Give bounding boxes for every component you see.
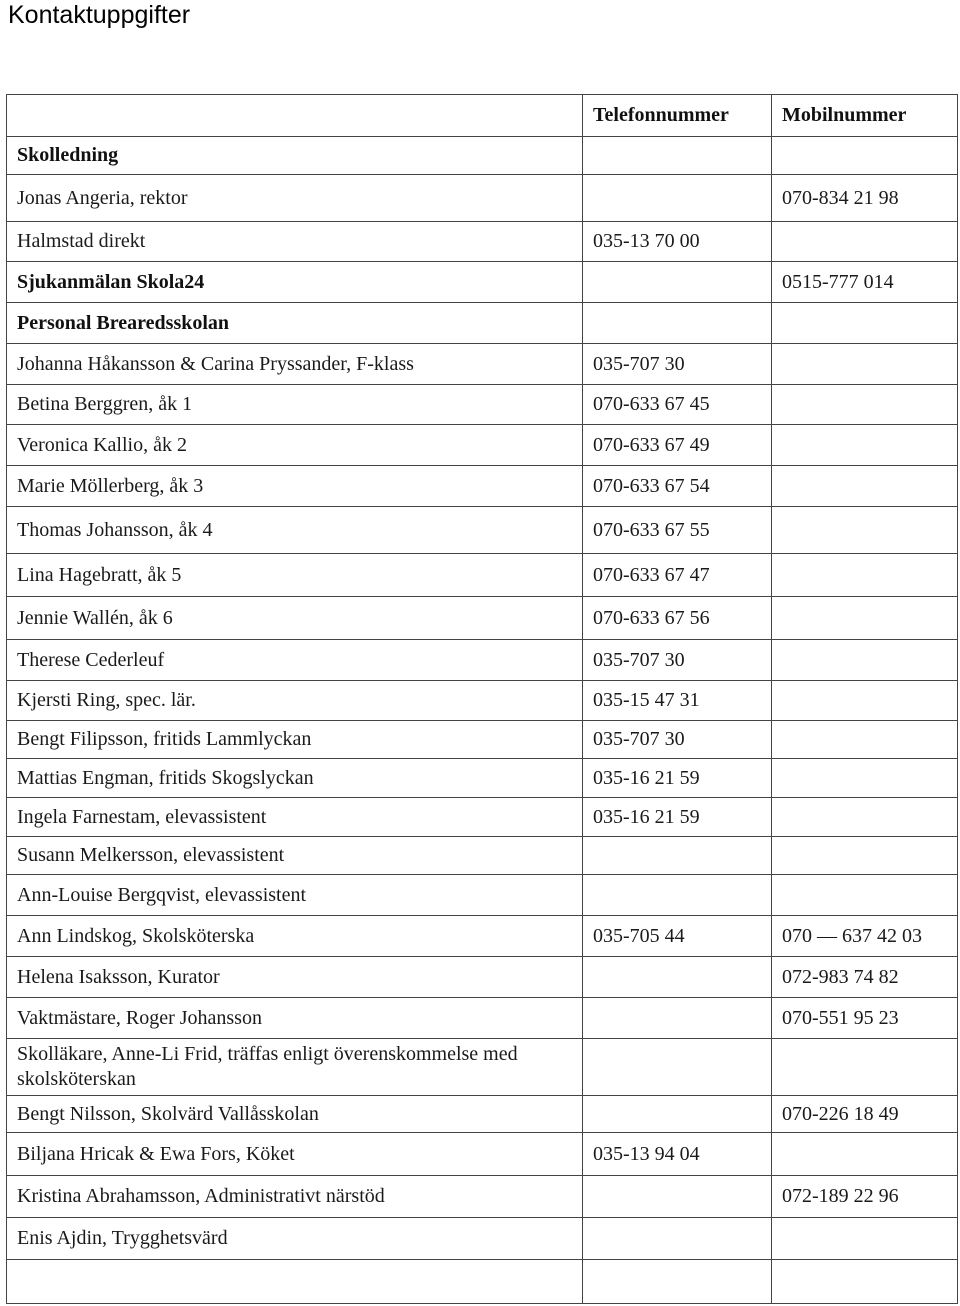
- phone-number-cell: 070-633 67 54: [583, 466, 772, 507]
- mobile-number-cell: [772, 597, 958, 640]
- contact-name-cell: Enis Ajdin, Trygghetsvärd: [7, 1218, 583, 1260]
- contact-name-cell: Johanna Håkansson & Carina Pryssander, F-klass: [7, 344, 583, 385]
- phone-number-cell: 035-707 30: [583, 344, 772, 385]
- phone-number-cell: [583, 1218, 772, 1260]
- contact-name-cell: Ann Lindskog, Skolsköterska: [7, 916, 583, 957]
- contact-name-cell: Ingela Farnestam, elevassistent: [7, 798, 583, 837]
- contact-name-cell: Sjukanmälan Skola24: [7, 262, 583, 303]
- contact-name-cell: Vaktmästare, Roger Johansson: [7, 998, 583, 1039]
- mobile-number-cell: [772, 681, 958, 721]
- contact-name-cell: Skolledning: [7, 137, 583, 175]
- mobile-number-cell: [772, 385, 958, 425]
- mobile-number-cell: [772, 798, 958, 837]
- table-row: [7, 175, 958, 222]
- phone-number-cell: 070-633 67 49: [583, 425, 772, 466]
- phone-number-cell: 035-15 47 31: [583, 681, 772, 721]
- phone-number-cell: 035-16 21 59: [583, 759, 772, 798]
- mobile-number-cell: 0515-777 014: [772, 262, 958, 303]
- contact-name-cell: Bengt Nilsson, Skolvärd Vallåsskolan: [7, 1096, 583, 1133]
- contact-name-cell: Jennie Wallén, åk 6: [7, 597, 583, 640]
- table-row: [7, 1096, 958, 1133]
- table-row: [7, 998, 958, 1039]
- mobile-number-cell: [772, 759, 958, 798]
- phone-number-cell: 035-13 70 00: [583, 222, 772, 262]
- phone-number-cell: [583, 1260, 772, 1304]
- table-row: [7, 875, 958, 916]
- phone-number-cell: [583, 957, 772, 998]
- phone-number-cell: [583, 875, 772, 916]
- page-title: Kontaktuppgifter: [8, 1, 191, 29]
- contact-name-cell: Bengt Filipsson, fritids Lammlyckan: [7, 721, 583, 759]
- contact-table-body: [7, 95, 958, 1304]
- contact-name-cell: Marie Möllerberg, åk 3: [7, 466, 583, 507]
- mobile-number-cell: [772, 303, 958, 344]
- contact-name-cell: Thomas Johansson, åk 4: [7, 507, 583, 554]
- phone-number-cell: [583, 837, 772, 875]
- contact-name-cell: Kjersti Ring, spec. lär.: [7, 681, 583, 721]
- phone-number-cell: 035-707 30: [583, 640, 772, 681]
- phone-number-cell: 070-633 67 47: [583, 554, 772, 597]
- contact-table: [6, 94, 958, 1304]
- contact-name-cell: Lina Hagebratt, åk 5: [7, 554, 583, 597]
- phone-number-cell: 070-633 67 56: [583, 597, 772, 640]
- table-row: [7, 1039, 958, 1096]
- mobile-number-cell: [772, 1039, 958, 1096]
- header-phone-cell: Telefonnummer: [583, 95, 772, 137]
- table-row: [7, 222, 958, 262]
- phone-number-cell: [583, 262, 772, 303]
- contact-name-cell: Biljana Hricak & Ewa Fors, Köket: [7, 1133, 583, 1176]
- table-header-row: [7, 95, 958, 137]
- mobile-number-cell: [772, 466, 958, 507]
- phone-number-cell: [583, 1176, 772, 1218]
- mobile-number-cell: [772, 640, 958, 681]
- table-row: [7, 681, 958, 721]
- header-mobile-cell: Mobilnummer: [772, 95, 958, 137]
- table-row: [7, 597, 958, 640]
- contact-name-cell: Betina Berggren, åk 1: [7, 385, 583, 425]
- table-row: [7, 837, 958, 875]
- phone-number-cell: 070-633 67 55: [583, 507, 772, 554]
- contact-name-cell: Helena Isaksson, Kurator: [7, 957, 583, 998]
- phone-number-cell: 035-707 30: [583, 721, 772, 759]
- table-row: [7, 798, 958, 837]
- table-row: [7, 721, 958, 759]
- contact-name-cell: Ann-Louise Bergqvist, elevassistent: [7, 875, 583, 916]
- contact-name-cell: [7, 1260, 583, 1304]
- table-row: [7, 507, 958, 554]
- contact-name-cell: Jonas Angeria, rektor: [7, 175, 583, 222]
- table-row: [7, 466, 958, 507]
- phone-number-cell: [583, 998, 772, 1039]
- contact-name-cell: Personal Brearedsskolan: [7, 303, 583, 344]
- table-row: [7, 916, 958, 957]
- table-row: [7, 957, 958, 998]
- phone-number-cell: 035-13 94 04: [583, 1133, 772, 1176]
- phone-number-cell: 070-633 67 45: [583, 385, 772, 425]
- table-row: [7, 385, 958, 425]
- table-row: [7, 425, 958, 466]
- contact-name-cell: Veronica Kallio, åk 2: [7, 425, 583, 466]
- mobile-number-cell: [772, 1260, 958, 1304]
- table-row: [7, 1218, 958, 1260]
- mobile-number-cell: 070-551 95 23: [772, 998, 958, 1039]
- table-row: [7, 137, 958, 175]
- phone-number-cell: [583, 137, 772, 175]
- mobile-number-cell: [772, 875, 958, 916]
- mobile-number-cell: [772, 344, 958, 385]
- mobile-number-cell: 072-983 74 82: [772, 957, 958, 998]
- mobile-number-cell: [772, 1133, 958, 1176]
- mobile-number-cell: 070 — 637 42 03: [772, 916, 958, 957]
- phone-number-cell: [583, 1096, 772, 1133]
- contact-name-cell: Halmstad direkt: [7, 222, 583, 262]
- mobile-number-cell: [772, 222, 958, 262]
- mobile-number-cell: [772, 837, 958, 875]
- mobile-number-cell: 072-189 22 96: [772, 1176, 958, 1218]
- contact-name-cell: Susann Melkersson, elevassistent: [7, 837, 583, 875]
- header-name-cell: [7, 95, 583, 137]
- phone-number-cell: [583, 175, 772, 222]
- mobile-number-cell: [772, 507, 958, 554]
- table-row: [7, 344, 958, 385]
- contact-name-cell: Mattias Engman, fritids Skogslyckan: [7, 759, 583, 798]
- phone-number-cell: 035-16 21 59: [583, 798, 772, 837]
- table-row: [7, 1133, 958, 1176]
- table-row: [7, 759, 958, 798]
- phone-number-cell: [583, 303, 772, 344]
- contact-name-cell: Kristina Abrahamsson, Administrativt närstöd: [7, 1176, 583, 1218]
- mobile-number-cell: [772, 721, 958, 759]
- table-row: [7, 1260, 958, 1304]
- phone-number-cell: [583, 1039, 772, 1096]
- table-row: [7, 1176, 958, 1218]
- table-row: [7, 554, 958, 597]
- table-row: [7, 303, 958, 344]
- mobile-number-cell: 070-226 18 49: [772, 1096, 958, 1133]
- mobile-number-cell: [772, 137, 958, 175]
- table-row: [7, 640, 958, 681]
- contact-name-cell: Therese Cederleuf: [7, 640, 583, 681]
- contact-name-cell: Skolläkare, Anne-Li Frid, träffas enligt överenskommelse med skolsköterskan: [7, 1039, 583, 1096]
- mobile-number-cell: 070-834 21 98: [772, 175, 958, 222]
- table-row: [7, 262, 958, 303]
- mobile-number-cell: [772, 554, 958, 597]
- phone-number-cell: 035-705 44: [583, 916, 772, 957]
- mobile-number-cell: [772, 425, 958, 466]
- mobile-number-cell: [772, 1218, 958, 1260]
